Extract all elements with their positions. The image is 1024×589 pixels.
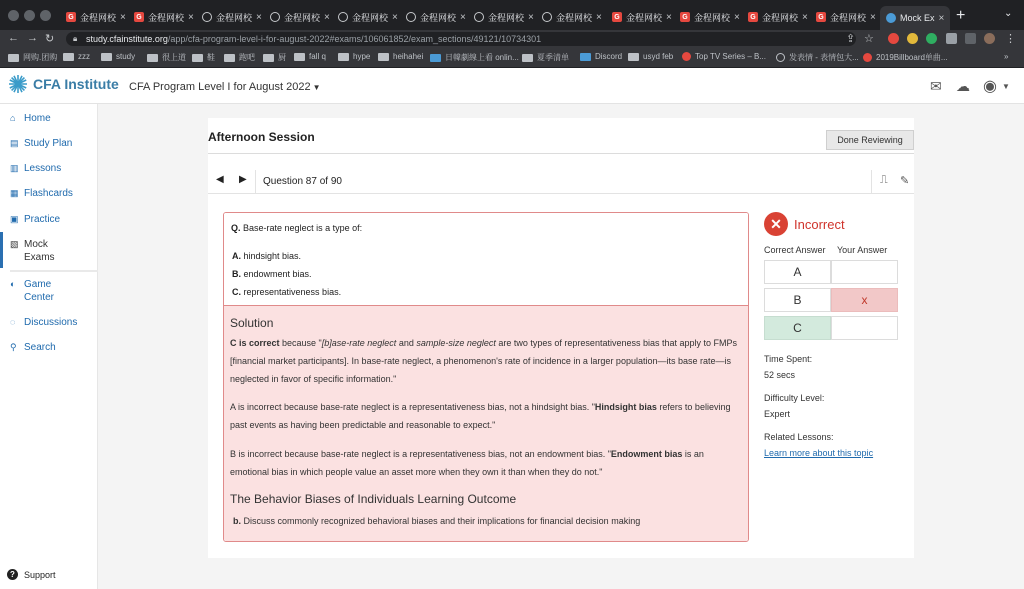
browser-tab[interactable]	[128, 6, 194, 28]
label-line-1: Mock	[24, 239, 48, 250]
tab-title: 金程网校	[694, 12, 731, 23]
tab-title: 金程网校	[830, 12, 867, 23]
bookmark-label: 网购.团购	[23, 53, 58, 62]
bookmark-item[interactable]	[682, 52, 766, 61]
solution-title: Solution	[230, 316, 274, 330]
incorrect-x-icon: ✕	[764, 212, 788, 236]
browser-tab[interactable]	[468, 6, 534, 28]
tab-close-icon[interactable]: ×	[870, 11, 876, 23]
cloud-download-icon[interactable]: ☁	[956, 78, 970, 94]
learning-outcome-item	[233, 516, 640, 526]
tab-title: 金程网校	[352, 12, 389, 23]
question-body: Base-rate neglect is a type of:	[243, 223, 363, 233]
program-selector[interactable]	[129, 81, 321, 93]
tab-title: 金程网校	[488, 12, 525, 23]
window-close-button[interactable]	[8, 10, 19, 21]
search-icon: ⚲	[10, 342, 17, 352]
folder-icon	[63, 53, 74, 61]
app-header	[0, 68, 1024, 104]
tab-search-chevron-icon[interactable]: ⌄	[1004, 8, 1013, 19]
sidebar-item-label: Practice	[24, 214, 61, 225]
tab-title: 金程网校	[148, 12, 185, 23]
browser-tab[interactable]	[60, 6, 126, 28]
sol-b-bold: Endowment bias	[610, 449, 683, 459]
window-zoom-button[interactable]	[40, 10, 51, 21]
tab-close-icon[interactable]: ×	[666, 11, 672, 23]
active-indicator	[0, 232, 3, 268]
sol-c-text: because "	[279, 338, 322, 348]
label-line-1: Game	[24, 279, 52, 290]
browser-toolbar	[0, 30, 1024, 47]
browser-tab[interactable]	[332, 6, 398, 28]
jincheng-favicon-icon: G	[66, 12, 76, 22]
correct-answer-header: Correct Answer	[764, 245, 826, 255]
correct-answer-cell-c: C	[764, 316, 831, 340]
sidebar-item-study-plan[interactable]	[10, 137, 72, 150]
mail-icon[interactable]: ✉	[930, 78, 942, 94]
your-answer-cell-c	[831, 316, 898, 340]
option-a	[232, 251, 301, 261]
bookmark-item[interactable]	[147, 52, 186, 63]
browser-tab[interactable]	[742, 6, 808, 28]
jincheng-favicon-icon: G	[612, 12, 622, 22]
bookmarks-bar	[0, 47, 1024, 68]
time-spent-label: Time Spent:	[764, 354, 813, 364]
folder-icon	[522, 54, 533, 62]
related-lessons-label: Related Lessons:	[764, 432, 834, 442]
bookmark-item[interactable]	[430, 52, 519, 63]
bookmark-item[interactable]	[192, 52, 215, 63]
user-account-icon[interactable]: ◉	[983, 78, 997, 95]
folder-icon	[192, 54, 203, 62]
bookmark-label: 跑吧	[239, 53, 255, 62]
lock-icon: 🔒︎	[73, 34, 78, 43]
tab-close-icon[interactable]: ×	[938, 12, 945, 24]
sol-a-text: refers to believing past events as having been predictable and reasonable to expect."	[230, 402, 731, 430]
label-line-2: Exams	[24, 252, 55, 263]
your-answer-cell-b: x	[831, 288, 898, 312]
sidebar-item-flashcards[interactable]	[10, 187, 73, 200]
folder-icon	[147, 54, 158, 62]
sidebar-item-search[interactable]	[10, 341, 56, 354]
option-text: representativeness bias.	[243, 287, 342, 297]
question-box	[223, 212, 749, 542]
your-answer-cell-a	[831, 260, 898, 284]
cfa-globe-logo-icon	[8, 74, 28, 94]
header-divider	[208, 153, 914, 154]
globe-icon	[776, 53, 785, 62]
sol-b-text: B is incorrect because base-rate neglect is a representativeness bias, not an endowment bias. "	[230, 449, 611, 459]
browser-tab[interactable]	[674, 6, 740, 28]
tab-title: Mock Ex	[900, 13, 935, 23]
bookmark-star-icon[interactable]: ☆	[864, 33, 874, 45]
address-bar[interactable]	[66, 32, 856, 46]
bookmark-label: Discord	[595, 52, 623, 61]
review-card	[208, 118, 914, 558]
folder-icon	[338, 53, 349, 61]
pencil-icon[interactable]: ✎	[900, 175, 910, 187]
question-navigation	[208, 170, 914, 194]
calendar-icon: ▤	[10, 138, 19, 148]
lo-text: Discuss commonly recognized behavioral biases and their implications for financial decision making	[243, 516, 641, 526]
bookmark-item[interactable]	[8, 52, 57, 63]
solution-panel	[224, 306, 748, 542]
tab-title: 金程网校	[556, 12, 593, 23]
sidebar-item-label: Flashcards	[24, 188, 73, 199]
back-arrow-icon[interactable]: ←	[8, 32, 19, 44]
bookmark-item[interactable]	[580, 52, 622, 61]
your-answer-header: Your Answer	[837, 245, 888, 255]
bookmark-item[interactable]	[522, 52, 569, 63]
bookmark-label: 日韓劇線上看 onlin...	[445, 53, 519, 62]
globe-favicon-icon	[270, 12, 280, 22]
jincheng-favicon-icon: G	[748, 12, 758, 22]
option-text: hindsight bias.	[243, 251, 302, 261]
related-lessons-link[interactable]: Learn more about this topic	[764, 448, 874, 458]
globe-favicon-icon	[202, 12, 212, 22]
browser-tab[interactable]	[880, 6, 950, 30]
sidebar-item-label: Search	[24, 342, 56, 353]
nav-separator	[871, 170, 872, 194]
tab-close-icon[interactable]: ×	[596, 11, 602, 23]
sidebar-divider	[10, 270, 98, 272]
side-panel-icon[interactable]	[965, 33, 976, 44]
cfa-logo[interactable]	[8, 74, 119, 94]
practice-icon: ▣	[10, 214, 19, 224]
bookmark-label: 发表情 - 表情包大...	[789, 53, 859, 62]
bookmark-label: 鞋	[207, 53, 215, 62]
bookmark-label: 2019Billboard单曲...	[876, 53, 948, 62]
correct-answer-cell-a: A	[764, 260, 831, 284]
option-text: endowment bias.	[243, 269, 312, 279]
globe-favicon-icon	[338, 12, 348, 22]
difficulty-value: Expert	[764, 409, 791, 419]
question-text	[231, 223, 362, 233]
globe-favicon-icon	[474, 12, 484, 22]
tab-close-icon[interactable]: ×	[256, 11, 262, 23]
time-spent-value: 52 secs	[764, 370, 796, 380]
book-icon: ▥	[10, 163, 19, 173]
bookmark-label: 很上道	[162, 53, 186, 62]
support-label: Support	[24, 569, 56, 580]
folder-icon	[628, 53, 639, 61]
browser-tab[interactable]	[606, 6, 672, 28]
bookmarks-overflow-icon[interactable]: »	[1004, 52, 1009, 61]
new-tab-button[interactable]: +	[956, 7, 966, 24]
sidebar-item-label	[24, 278, 54, 304]
folder-icon	[263, 54, 274, 62]
result-panel	[764, 212, 914, 472]
url-path: /app/cfa-program-level-i-for-august-2022#exams/106061852/exam_sections/49121/10734301	[167, 34, 542, 44]
label-line-2: Center	[24, 292, 55, 303]
folder-icon	[294, 53, 305, 61]
tab-close-icon[interactable]: ×	[392, 11, 398, 23]
done-reviewing-button[interactable]: Done Reviewing	[826, 130, 914, 150]
solution-paragraph-a	[230, 398, 742, 434]
bookmark-item[interactable]	[776, 52, 859, 63]
tab-title: 金程网校	[762, 12, 799, 23]
sol-c-lead: C is correct	[230, 338, 280, 348]
extension-red-icon[interactable]	[888, 33, 899, 44]
folder-icon	[8, 54, 19, 62]
account-caret-icon[interactable]: ▼	[1002, 82, 1010, 91]
session-title: Afternoon Session	[208, 130, 315, 144]
sidebar-item-discussions[interactable]	[10, 316, 77, 329]
browser-tab[interactable]	[264, 6, 330, 28]
jincheng-favicon-icon: G	[816, 12, 826, 22]
tab-title: 金程网校	[216, 12, 253, 23]
bookmark-label: study	[116, 52, 136, 61]
logo-text: CFA Institute	[33, 76, 119, 92]
previous-question-icon[interactable]: ◀	[216, 174, 224, 185]
option-letter: C.	[232, 287, 241, 297]
caret-down-icon: ▼	[312, 83, 321, 92]
bookmark-label: fall q	[309, 52, 326, 61]
result-status-text: Incorrect	[794, 216, 845, 232]
question-prefix: Q.	[231, 223, 241, 233]
sidebar-item-mock-exams[interactable]	[10, 238, 55, 264]
bookmark-item[interactable]	[294, 52, 326, 61]
site-favicon-icon	[682, 52, 691, 61]
browser-tab[interactable]	[536, 6, 604, 28]
sidebar-item-label: Lessons	[24, 163, 62, 174]
correct-answer-cell-b: B	[764, 288, 831, 312]
sol-c-italic: [b]ase-rate neglect	[321, 338, 397, 348]
cfa-favicon-icon	[886, 13, 896, 23]
result-status	[764, 212, 845, 236]
sidebar-item-label: Home	[24, 113, 51, 124]
support-link[interactable]	[7, 569, 56, 580]
tab-title: 金程网校	[284, 12, 321, 23]
jincheng-favicon-icon: G	[134, 12, 144, 22]
gamepad-icon: ◐	[10, 279, 16, 289]
bookmark-label: 厨	[278, 53, 286, 62]
sol-c-text: and	[396, 338, 417, 348]
option-b	[232, 269, 312, 279]
bookmark-item[interactable]	[628, 52, 673, 61]
browser-tab[interactable]	[196, 6, 262, 28]
browser-tab-bar	[0, 0, 1024, 30]
browser-menu-icon[interactable]: ⋮	[1005, 33, 1016, 45]
bookmark-label: 夏季清单	[537, 53, 569, 62]
jincheng-favicon-icon: G	[680, 12, 690, 22]
browser-tab[interactable]	[400, 6, 466, 28]
solution-paragraph-b	[230, 445, 742, 481]
sidebar-item-practice[interactable]	[10, 213, 60, 226]
option-c	[232, 287, 341, 297]
share-icon[interactable]: ⇪	[846, 33, 856, 45]
browser-tab[interactable]	[810, 6, 878, 28]
tab-close-icon[interactable]: ×	[460, 11, 466, 23]
tab-title: 金程网校	[626, 12, 663, 23]
sidebar-item-game-center[interactable]	[10, 278, 54, 304]
bookmark-item[interactable]	[338, 52, 370, 61]
url-domain: study.cfainstitute.org	[86, 34, 168, 44]
bookmark-label: usyd feb	[643, 52, 674, 61]
bookmark-item[interactable]	[378, 52, 423, 61]
question-stem	[224, 213, 748, 306]
folder-icon	[224, 54, 235, 62]
sol-c-text: are two types of representativeness bias that apply to FMPs [financial market participants]. In base-rate neglect, a phenomenon's rate of incidence in a larger population—its base rate—is neglected in favor of specific information."	[230, 338, 738, 384]
bookmark-label: Top TV Series – B...	[695, 52, 766, 61]
sidebar-item-label: Study Plan	[24, 138, 73, 149]
site-favicon-icon	[863, 53, 872, 62]
tab-title: 金程网校	[80, 12, 117, 23]
solution-paragraph-c	[230, 334, 742, 388]
tab-title: 金程网校	[420, 12, 457, 23]
sol-c-italic: sample-size neglect	[416, 338, 496, 348]
folder-icon	[378, 53, 389, 61]
extensions-puzzle-icon[interactable]	[946, 33, 957, 44]
sidebar-item-label	[24, 238, 55, 264]
site-favicon-icon	[580, 53, 591, 61]
sol-b-text: is an emotional bias in which people value an asset more when they own it than when they do not."	[230, 449, 704, 477]
tab-close-icon[interactable]: ×	[120, 11, 126, 23]
profile-avatar-icon[interactable]	[984, 33, 995, 44]
tab-close-icon[interactable]: ×	[188, 11, 194, 23]
sidebar-item-lessons[interactable]	[10, 162, 61, 175]
bookmark-label: heihahei	[393, 52, 424, 61]
lo-letter: b.	[233, 516, 241, 526]
home-icon: ⌂	[10, 113, 16, 123]
folder-icon	[101, 53, 112, 61]
cards-icon: ▦	[10, 188, 19, 198]
help-icon: ?	[7, 569, 18, 580]
bookmark-label: hype	[353, 52, 371, 61]
bookmark-label: zzz	[78, 52, 90, 61]
bookmark-item[interactable]	[224, 52, 255, 63]
bookmark-item[interactable]	[863, 52, 948, 63]
main-content	[98, 104, 1024, 589]
tab-close-icon[interactable]: ×	[528, 11, 534, 23]
chat-icon: ◌	[10, 317, 16, 327]
bookmark-item[interactable]	[263, 52, 286, 63]
bookmark-icon[interactable]: ⎍	[880, 174, 888, 186]
sidebar	[0, 104, 98, 589]
nav-separator	[255, 170, 256, 194]
learning-outcome-title: The Behavior Biases of Individuals Learning Outcome	[230, 492, 517, 506]
tab-close-icon[interactable]: ×	[324, 11, 330, 23]
forward-arrow-icon[interactable]: →	[27, 32, 38, 44]
option-letter: A.	[232, 251, 241, 261]
exam-icon: ▧	[10, 239, 19, 249]
tab-close-icon[interactable]: ×	[734, 11, 740, 23]
sol-a-text: A is incorrect because base-rate neglect is a representativeness bias, not a hindsight bias. "	[230, 402, 595, 412]
site-favicon-icon	[430, 54, 441, 62]
window-minimize-button[interactable]	[24, 10, 35, 21]
sidebar-item-label: Discussions	[24, 317, 78, 328]
program-title: CFA Program Level I for August 2022	[129, 81, 311, 93]
globe-favicon-icon	[406, 12, 416, 22]
globe-favicon-icon	[542, 12, 552, 22]
tab-close-icon[interactable]: ×	[802, 11, 808, 23]
sidebar-item-home[interactable]	[10, 112, 51, 125]
reload-icon[interactable]: ↻	[45, 33, 55, 45]
extension-yellow-icon[interactable]	[907, 33, 918, 44]
bookmark-item[interactable]	[101, 52, 135, 61]
next-question-icon[interactable]: ▶	[239, 174, 247, 185]
question-counter: Question 87 of 90	[263, 176, 342, 187]
bookmark-item[interactable]	[63, 52, 90, 61]
extension-green-icon[interactable]	[926, 33, 937, 44]
option-letter: B.	[232, 269, 241, 279]
difficulty-label: Difficulty Level:	[764, 393, 825, 403]
sol-a-bold: Hindsight bias	[594, 402, 657, 412]
